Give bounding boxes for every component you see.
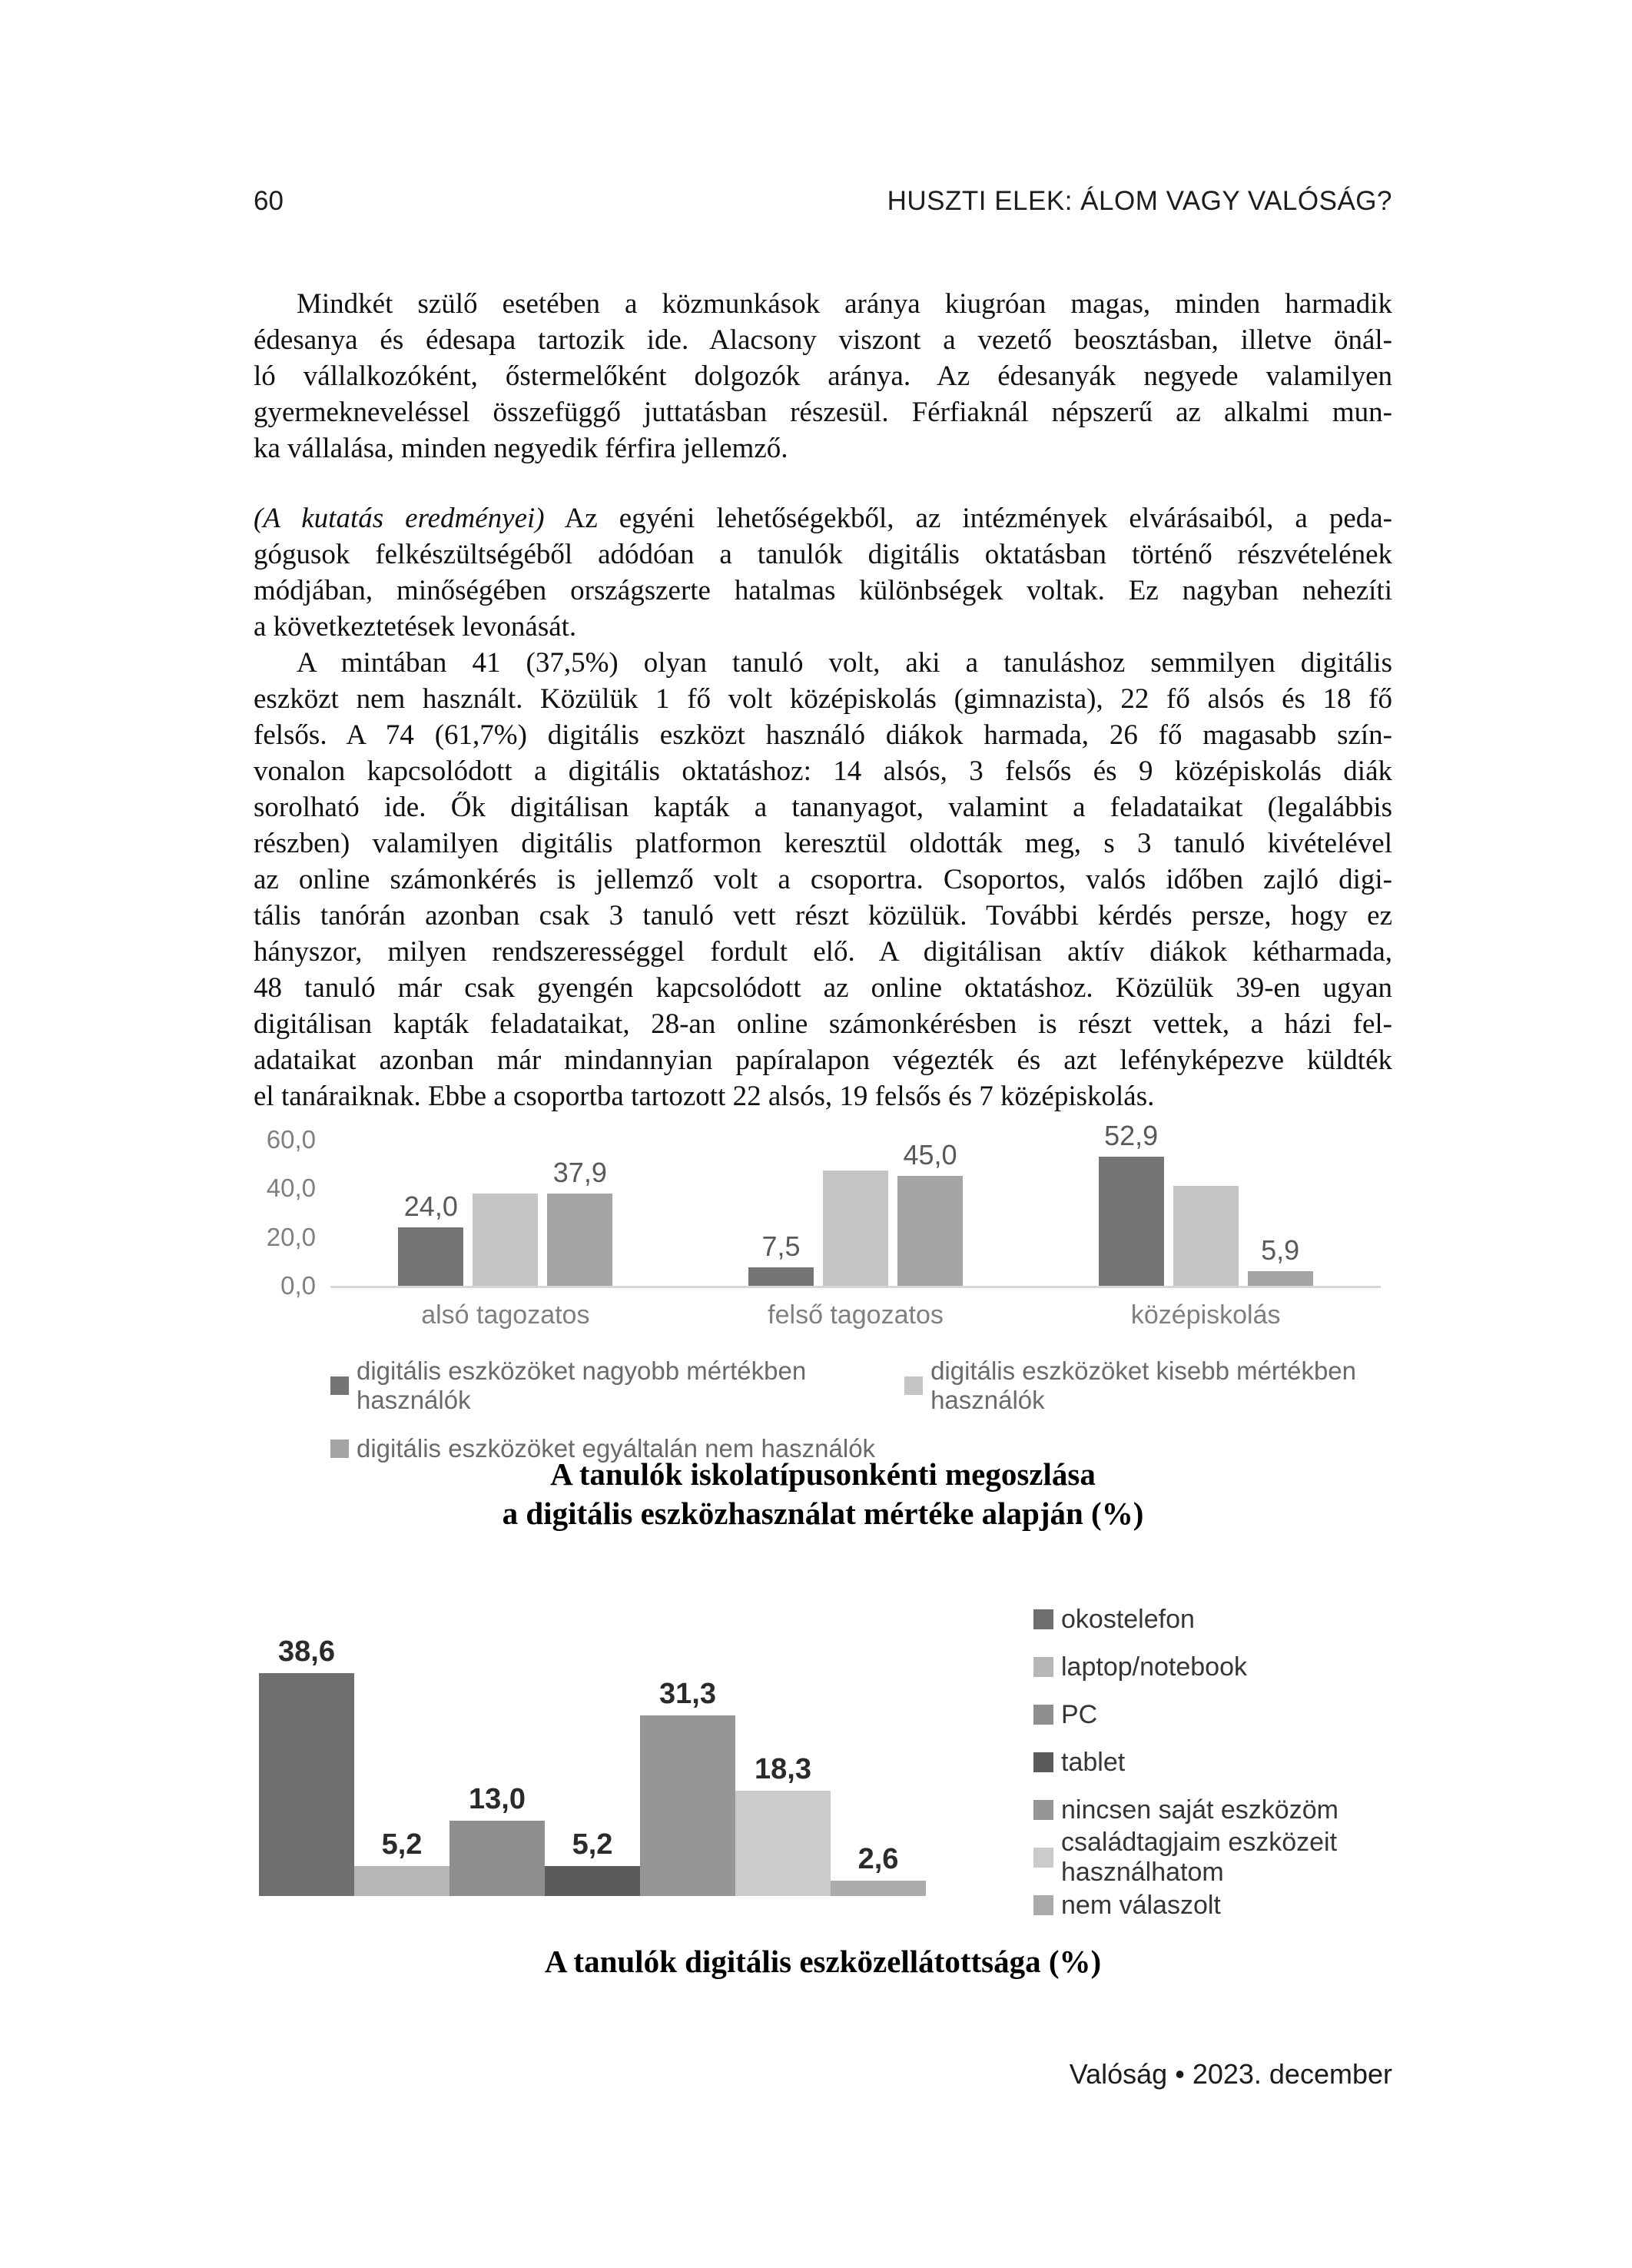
figure-school-type-chart <box>257 1107 1456 1483</box>
body-line: digitálisan kapták feladataikat, 28-an online számonkérésben is részt vettek, a házi fel- <box>254 1008 1392 1040</box>
bar-group <box>1030 1107 1381 1286</box>
body-text <box>254 286 1392 1114</box>
bar-value-label: 5,2 <box>572 1828 613 1861</box>
chart1-baseline <box>330 1286 1381 1288</box>
bar-value-label: 45,0 <box>903 1139 957 1171</box>
chart2-legend <box>1033 1606 1458 1940</box>
category-label: alsó tagozatos <box>421 1300 590 1330</box>
y-tick-label: 40,0 <box>266 1174 316 1203</box>
bar-cell <box>748 1231 814 1286</box>
body-line: gyermekneveléssel összefüggő juttatásban részesül. Férfiaknál népszerű az alkalmi mun- <box>254 397 1392 428</box>
legend-item <box>1033 1606 1458 1632</box>
chart2-bars <box>259 1602 926 1896</box>
legend-swatch-icon <box>1033 1800 1053 1820</box>
legend-swatch-icon <box>330 1376 349 1395</box>
bar <box>354 1866 449 1896</box>
legend-item <box>330 1356 887 1415</box>
body-line: A mintában 41 (37,5%) olyan tanuló volt, aki a tanuláshoz semmilyen digitális <box>297 647 1392 679</box>
legend-label: digitális eszközöket nagyobb mértékben használók <box>357 1356 807 1414</box>
body-line: hányszor, milyen rendszerességgel fordult elő. A digitálisan aktív diákok kétharmada, <box>254 936 1392 968</box>
legend-swatch-icon <box>1033 1657 1053 1677</box>
body-line: részben) valamilyen digitális platformon keresztül oldották meg, s 3 tanuló kivételével <box>254 828 1392 859</box>
bar <box>748 1267 814 1286</box>
body-line: gógusok felkészültségéből adódóan a tanulók digitális oktatásban történő részvételének <box>254 539 1392 570</box>
bar-group <box>681 1107 1031 1286</box>
body-line: az online számonkérés is jellemző volt a csoportra. Csoportos, valós időben zajló digi- <box>254 864 1392 895</box>
bar-cell <box>640 1677 735 1896</box>
body-line: vonalon kapcsolódott a digitális oktatáshoz: 14 alsós, 3 felsős és 9 középiskolás diák <box>254 755 1392 787</box>
bar <box>473 1194 538 1286</box>
bar-cell <box>1099 1121 1164 1286</box>
chart1-title-line2: a digitális eszközhasználat mértéke alapján (%) <box>502 1496 1144 1531</box>
bar-value-label: 24,0 <box>403 1190 458 1222</box>
legend-item <box>1033 1828 1458 1887</box>
y-tick-label: 20,0 <box>266 1222 316 1251</box>
bar <box>259 1673 354 1896</box>
legend-swatch-icon <box>1033 1705 1053 1725</box>
chart1-title <box>254 1455 1392 1533</box>
bar-cell <box>545 1828 640 1896</box>
body-line: édesanya és édesapa tartozik ide. Alacsony viszont a vezető beosztásban, illetve önál- <box>254 324 1392 356</box>
bar-value-label: 38,6 <box>278 1635 335 1668</box>
bar-cell <box>449 1782 545 1896</box>
paragraph <box>254 286 1392 467</box>
legend-label: PC <box>1061 1699 1098 1729</box>
running-title: HUSZTI ELEK: ÁLOM VAGY VALÓSÁG? <box>887 186 1392 216</box>
bar <box>545 1866 640 1896</box>
bar-group <box>330 1107 681 1286</box>
bar-value-label: 7,5 <box>761 1230 801 1262</box>
legend-swatch-icon <box>1033 1752 1053 1772</box>
legend-label: digitális eszközöket kisebb mértékben használók <box>930 1356 1357 1414</box>
legend-item <box>1033 1892 1458 1918</box>
bar-cell <box>1248 1235 1313 1286</box>
bar-cell <box>398 1191 463 1286</box>
bar-cell <box>831 1842 926 1896</box>
bar <box>831 1881 926 1896</box>
bar-cell <box>897 1140 963 1286</box>
chart1-category-axis <box>330 1300 1381 1330</box>
chart1-legend <box>330 1356 1456 1463</box>
body-line: 48 tanuló már csak gyengén kapcsolódott az online oktatáshoz. Közülük 39-en ugyan <box>254 972 1392 1004</box>
bar-value-label: 2,6 <box>857 1843 899 1875</box>
bar-cell <box>259 1635 354 1896</box>
legend-swatch-icon <box>904 1376 923 1395</box>
bar-cell <box>354 1828 449 1896</box>
body-line: felsős. A 74 (61,7%) digitális eszközt használó diákok harmada, 26 fő magasabb szín- <box>254 719 1392 751</box>
body-line: el tanáraiknak. Ebbe a csoportba tartozott 22 alsós, 19 felsős és 7 középiskolás. <box>254 1081 1155 1112</box>
body-line: adataikat azonban már mindannyian papíralapon végezték és azt lefényképezve küldték <box>254 1044 1392 1076</box>
body-line: (A kutatás eredményei) Az egyéni lehetőségekből, az intézmények elvárásaiból, a peda- <box>254 503 1392 534</box>
bar <box>1173 1186 1239 1286</box>
y-tick-label: 60,0 <box>266 1125 316 1154</box>
body-line: módjában, minőségében országszerte hatalmas különbségek voltak. Ez nagyban nehezíti <box>254 575 1392 606</box>
bar <box>823 1171 888 1286</box>
page-header <box>254 186 1392 217</box>
bar-value-label: 5,2 <box>381 1828 423 1861</box>
bar <box>398 1227 463 1286</box>
bar-value-label: 52,9 <box>1104 1120 1159 1151</box>
chart1-plot-area <box>257 1107 1456 1300</box>
bar <box>449 1821 545 1896</box>
bar-value-label: 13,0 <box>469 1783 526 1815</box>
bar-cell <box>823 1171 888 1286</box>
category-label: felső tagozatos <box>768 1300 944 1330</box>
legend-label: okostelefon <box>1061 1604 1195 1634</box>
legend-label: nem válaszolt <box>1061 1890 1221 1920</box>
legend-swatch-icon <box>1033 1609 1053 1629</box>
bar <box>1248 1271 1313 1286</box>
body-line: a következtetések levonását. <box>254 611 577 643</box>
bar-cell <box>473 1194 538 1286</box>
legend-label: digitális eszközöket egyáltalán nem használók <box>357 1434 876 1463</box>
bar-cell <box>735 1752 831 1896</box>
bar-cell <box>1173 1186 1239 1286</box>
bar <box>640 1715 735 1896</box>
legend-item <box>904 1356 1439 1415</box>
legend-item <box>1033 1654 1458 1680</box>
paragraph <box>254 500 1392 645</box>
body-line: eszközt nem használt. Közülük 1 fő volt középiskolás (gimnazista), 22 fő alsós és 18 fő <box>254 683 1392 715</box>
chart2-title: A tanulók digitális eszközellátottsága (%) <box>544 1944 1102 1979</box>
bar <box>735 1791 831 1896</box>
legend-item <box>1033 1749 1458 1775</box>
bar-value-label: 37,9 <box>552 1157 607 1188</box>
bar <box>897 1176 963 1286</box>
body-line: tális tanórán azonban csak 3 tanuló vett részt közülük. További kérdés persze, hogy ez <box>254 900 1392 931</box>
bar-value-label: 5,9 <box>1261 1234 1300 1266</box>
italic-lead: (A kutatás eredményei) <box>254 503 545 534</box>
category-label: középiskolás <box>1130 1300 1281 1330</box>
legend-row <box>330 1356 1456 1415</box>
page-number: 60 <box>254 186 284 216</box>
legend-label: családtagjaim eszközeit használhatom <box>1061 1828 1338 1887</box>
legend-label: nincsen saját eszközöm <box>1061 1795 1338 1825</box>
body-line: ka vállalása, minden negyedik férfira jellemző. <box>254 433 788 464</box>
bar-cell <box>547 1157 612 1286</box>
paragraph <box>254 645 1392 1114</box>
legend-label: tablet <box>1061 1747 1126 1777</box>
chart1-bars <box>330 1107 1381 1286</box>
body-line: sorolható ide. Ők digitálisan kapták a tananyagot, valamint a feladataikat (legalábbis <box>254 792 1392 823</box>
bar-value-label: 18,3 <box>755 1753 811 1785</box>
body-line: ló vállalkozóként, őstermelőként dolgozók aránya. Az édesanyák negyede valamilyen <box>254 360 1392 392</box>
body-line: Mindkét szülő esetében a közmunkások aránya kiugróan magas, minden harmadik <box>297 288 1392 320</box>
journal-footer: Valóság • 2023. december <box>1069 2058 1392 2090</box>
bar <box>547 1194 612 1286</box>
legend-swatch-icon <box>1033 1848 1053 1868</box>
bar <box>1099 1157 1164 1286</box>
y-tick-label: 0,0 <box>280 1271 316 1300</box>
legend-label: laptop/notebook <box>1061 1652 1247 1682</box>
chart1-title-line1: A tanulók iskolatípusonkénti megoszlása <box>550 1456 1096 1492</box>
legend-item <box>1033 1699 1458 1729</box>
bar-value-label: 31,3 <box>659 1678 716 1710</box>
legend-item <box>1033 1797 1458 1823</box>
legend-swatch-icon <box>1033 1895 1053 1915</box>
